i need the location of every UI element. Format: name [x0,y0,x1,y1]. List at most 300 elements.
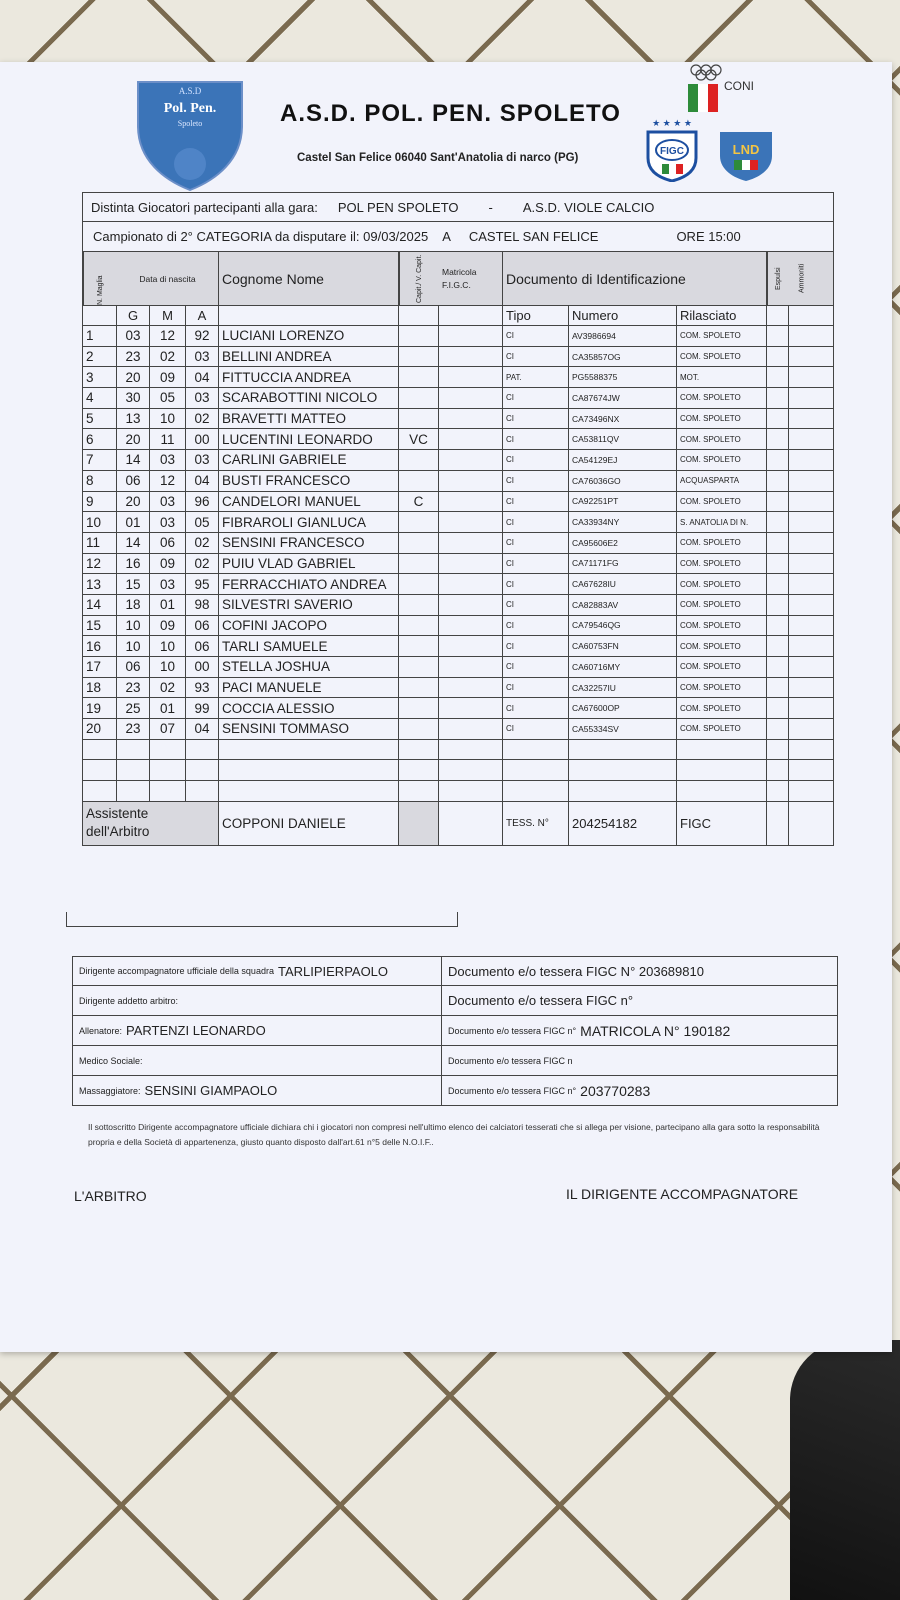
birth-year: 93 [186,678,219,698]
disclaimer-text: Il sottoscritto Dirigente accompagnatore ufficiale dichiara chi i giocatori non compresi nell'ultimo elenco dei calciatori tesserati che si allega per visione, partecipano alla gara sotto la responsabilità propria e della Società di appartenenza, giusto quanto disposto dall'art.61 n°5 delle N.O.I.F.. [88,1122,820,1147]
doc-number: CA60716MY [569,657,677,677]
staff-role [73,986,442,1015]
birth-year [186,740,219,760]
birth-year: 05 [186,512,219,532]
ammoniti-cell [789,512,815,532]
player-number: 12 [83,554,117,574]
birth-day: 14 [117,450,150,470]
player-name: COFINI JACOPO [219,616,399,636]
doc-issuer: COM. SPOLETO [677,595,767,615]
logo-line-2: Pol. Pen. [163,101,217,116]
assistant-name: COPPONI DANIELE [219,802,399,845]
doc-number: CA82883AV [569,595,677,615]
captain-mark [399,367,439,387]
subheader-g: G [117,306,150,325]
doc-number: CA95606E2 [569,533,677,553]
doc-number: CA71171FG [569,554,677,574]
ammoniti-cell [789,678,815,698]
birth-year: 03 [186,388,219,408]
doc-issuer: MOT. [677,367,767,387]
doc-issuer: COM. SPOLETO [677,388,767,408]
birth-year: 96 [186,492,219,512]
subheader-a: A [186,306,219,325]
birth-year: 04 [186,471,219,491]
doc-number: CA55334SV [569,719,677,739]
staff-role [73,1016,442,1045]
player-name: CANDELORI MANUEL [219,492,399,512]
doc-type: PAT. [503,367,569,387]
doc-type: CI [503,698,569,718]
captain-mark [399,781,439,801]
championship-row [82,222,834,252]
staff-role [73,957,442,985]
birth-month: 09 [150,554,186,574]
staff-role-label: Allenatore: [79,1025,123,1036]
player-number [83,781,117,801]
captain-mark [399,326,439,346]
subheader-numero: Numero [569,306,677,325]
ammoniti-cell [789,388,815,408]
staff-document [442,1076,837,1105]
subheader-blank [83,306,117,325]
matricola-cell [439,450,503,470]
player-row [82,326,834,347]
espulsi-cell [767,574,789,594]
birth-day: 30 [117,388,150,408]
ammoniti-cell [789,367,815,387]
player-name [219,781,399,801]
staff-document [442,1046,837,1075]
player-number: 13 [83,574,117,594]
table-underline [66,912,458,927]
player-row [82,450,834,471]
espulsi-cell [767,409,789,429]
doc-number: CA92251PT [569,492,677,512]
matricola-cell [439,678,503,698]
birth-year: 06 [186,636,219,656]
staff-document [442,957,837,985]
player-row [82,781,834,802]
staff-person-name: PARTENZI LEONARDO [126,1023,266,1038]
birth-month: 01 [150,595,186,615]
birth-month [150,760,186,780]
captain-mark [399,471,439,491]
doc-issuer: COM. SPOLETO [677,326,767,346]
birth-year: 92 [186,326,219,346]
ammoniti-cell [789,471,815,491]
player-row [82,492,834,513]
birth-year: 02 [186,409,219,429]
doc-issuer: COM. SPOLETO [677,616,767,636]
match-row [82,192,834,222]
player-name: PUIU VLAD GABRIEL [219,554,399,574]
birth-day [117,781,150,801]
doc-issuer: COM. SPOLETO [677,492,767,512]
player-number: 3 [83,367,117,387]
doc-issuer [677,781,767,801]
matricola-cell [439,367,503,387]
birth-month [150,781,186,801]
birth-day: 23 [117,347,150,367]
doc-number: CA76036GO [569,471,677,491]
staff-document-value: 203770283 [580,1082,651,1099]
staff-role-label: Dirigente addetto arbitro: [79,995,179,1006]
ammoniti-cell [789,409,815,429]
espulsi-cell [767,554,789,574]
header-data-nascita: Data di nascita [117,252,219,305]
matricola-cell [439,781,503,801]
header-row [82,252,834,306]
player-row [82,616,834,637]
club-shield-logo [132,68,248,192]
tess-org: FIGC [677,802,767,845]
ammoniti-cell [789,492,815,512]
doc-issuer: COM. SPOLETO [677,636,767,656]
a-label: A [442,229,451,244]
player-name: STELLA JOSHUA [219,657,399,677]
player-number: 5 [83,409,117,429]
player-name: FIBRAROLI GIANLUCA [219,512,399,532]
doc-issuer: COM. SPOLETO [677,429,767,449]
player-number: 16 [83,636,117,656]
captain-mark [399,740,439,760]
matricola-cell [439,512,503,532]
club-title: A.S.D. POL. PEN. SPOLETO [280,100,621,127]
birth-day: 14 [117,533,150,553]
player-row [82,512,834,533]
player-row [82,347,834,368]
doc-type: CI [503,471,569,491]
ammoniti-cell [789,781,815,801]
matricola-cell [439,492,503,512]
ammoniti-cell [789,450,815,470]
captain-mark [399,574,439,594]
matricola-cell [439,533,503,553]
matricola-cell [439,595,503,615]
birth-day [117,760,150,780]
matricola-cell [439,740,503,760]
captain-mark [399,657,439,677]
doc-type: CI [503,554,569,574]
ammoniti-cell [789,595,815,615]
matricola-cell [439,698,503,718]
birth-year: 02 [186,533,219,553]
player-number: 17 [83,657,117,677]
captain-mark [399,388,439,408]
distinta-label: Distinta Giocatori partecipanti alla gara: [91,199,318,215]
birth-year [186,781,219,801]
svg-text:★ ★ ★ ★: ★ ★ ★ ★ [652,118,692,128]
espulsi-cell [767,740,789,760]
espulsi-cell [767,512,789,532]
player-row [82,388,834,409]
staff-role [73,1076,442,1105]
captain-mark [399,450,439,470]
header-n-maglia: N. Maglia [83,252,117,305]
subheader-m: M [150,306,186,325]
player-row [82,471,834,492]
player-number: 18 [83,678,117,698]
doc-issuer [677,740,767,760]
player-name: PACI MANUELE [219,678,399,698]
staff-document-label: Documento e/o tessera FIGC n° [448,1085,577,1096]
signature-arbitro: L'ARBITRO [74,1188,147,1204]
birth-year: 03 [186,450,219,470]
player-row [82,574,834,595]
birth-day: 13 [117,409,150,429]
captain-mark [399,636,439,656]
staff-row [72,1016,838,1046]
birth-month: 03 [150,512,186,532]
birth-month: 12 [150,471,186,491]
subheader-tipo: Tipo [503,306,569,325]
doc-number [569,781,677,801]
birth-month: 09 [150,367,186,387]
birth-month: 02 [150,678,186,698]
birth-month: 03 [150,450,186,470]
matricola-cell [439,326,503,346]
player-name [219,740,399,760]
doc-type: CI [503,574,569,594]
doc-type: CI [503,636,569,656]
header-cognome-nome: Cognome Nome [219,252,399,305]
espulsi-cell [767,429,789,449]
player-number: 2 [83,347,117,367]
campionato-label: Campionato di 2° CATEGORIA da disputare il: 09/03/2025 [93,229,429,244]
home-team: POL PEN SPOLETO [337,199,459,215]
doc-type: CI [503,616,569,636]
player-number: 9 [83,492,117,512]
captain-mark [399,760,439,780]
birth-month: 12 [150,326,186,346]
espulsi-cell [767,657,789,677]
captain-mark [399,347,439,367]
birth-year [186,760,219,780]
espulsi-cell [767,760,789,780]
assistant-row [82,802,834,846]
doc-type: CI [503,512,569,532]
players-table [82,192,834,846]
player-row [82,740,834,761]
player-row [82,554,834,575]
player-name: CARLINI GABRIELE [219,450,399,470]
logo-line-1: A.S.D [178,86,202,96]
doc-type: CI [503,347,569,367]
player-name: FERRACCHIATO ANDREA [219,574,399,594]
doc-type: CI [503,492,569,512]
doc-number [569,760,677,780]
birth-day: 23 [117,719,150,739]
player-name: FITTUCCIA ANDREA [219,367,399,387]
birth-year: 99 [186,698,219,718]
doc-number: CA33934NY [569,512,677,532]
ammoniti-cell [789,636,815,656]
birth-day: 23 [117,678,150,698]
espulsi-cell [767,781,789,801]
staff-document [442,986,837,1015]
player-number: 8 [83,471,117,491]
doc-number: CA67628IU [569,574,677,594]
espulsi-cell [767,471,789,491]
ammoniti-cell [789,533,815,553]
lnd-label: LND [732,142,760,157]
captain-mark: VC [399,429,439,449]
birth-year: 02 [186,554,219,574]
birth-day: 10 [117,616,150,636]
birth-month: 10 [150,636,186,656]
birth-month: 03 [150,574,186,594]
birth-month: 03 [150,492,186,512]
ammoniti-cell [789,347,815,367]
player-name [219,760,399,780]
signature-dirigente: IL DIRIGENTE ACCOMPAGNATORE [566,1186,799,1202]
tess-label: TESS. N° [503,802,569,845]
player-row [82,698,834,719]
player-rows [82,326,834,802]
birth-month: 02 [150,347,186,367]
player-name: SENSINI TOMMASO [219,719,399,739]
captain-mark [399,554,439,574]
espulsi-cell [767,616,789,636]
espulsi-cell [767,388,789,408]
staff-document [442,1016,837,1045]
player-row [82,657,834,678]
espulsi-cell [767,636,789,656]
lnd-logo [718,128,774,182]
doc-type: CI [503,429,569,449]
doc-type [503,760,569,780]
birth-day: 18 [117,595,150,615]
doc-issuer [677,760,767,780]
tess-number: 204254182 [569,802,677,845]
staff-person-name: SENSINI GIAMPAOLO [144,1083,278,1098]
birth-day: 01 [117,512,150,532]
espulsi-cell [767,450,789,470]
captain-mark: C [399,492,439,512]
espulsi-cell [767,719,789,739]
birth-year: 00 [186,657,219,677]
player-number: 20 [83,719,117,739]
doc-number [569,740,677,760]
player-number: 15 [83,616,117,636]
header-capitano: Capit./ V. Capit. [399,252,439,305]
staff-role [73,1046,442,1075]
birth-month: 10 [150,657,186,677]
espulsi-cell [767,347,789,367]
player-row [82,636,834,657]
ammoniti-cell [789,574,815,594]
doc-issuer: COM. SPOLETO [677,450,767,470]
birth-month: 10 [150,409,186,429]
player-name: SENSINI FRANCESCO [219,533,399,553]
ammoniti-cell [789,698,815,718]
ammoniti-cell [789,429,815,449]
doc-number: CA67600OP [569,698,677,718]
birth-month: 09 [150,616,186,636]
doc-type [503,740,569,760]
doc-type: CI [503,388,569,408]
matricola-cell [439,636,503,656]
doc-issuer: COM. SPOLETO [677,678,767,698]
birth-day: 20 [117,367,150,387]
captain-mark [399,512,439,532]
matricola-cell [439,616,503,636]
birth-month: 06 [150,533,186,553]
player-number: 11 [83,533,117,553]
doc-issuer: COM. SPOLETO [677,698,767,718]
header-espulsi: Espulsi [767,252,789,305]
team-separator: - [488,199,493,215]
ammoniti-cell [789,326,815,346]
birth-year: 04 [186,719,219,739]
captain-mark [399,698,439,718]
player-row [82,429,834,450]
away-team: A.S.D. VIOLE CALCIO [522,199,655,215]
subheader-rilasciato: Rilasciato [677,306,767,325]
matricola-cell [439,554,503,574]
player-number: 10 [83,512,117,532]
coni-logo [686,60,766,114]
captain-mark [399,533,439,553]
subheader-row [82,306,834,326]
staff-document-value: MATRICOLA N° 190182 [580,1022,731,1039]
espulsi-cell [767,595,789,615]
club-address: Castel San Felice 06040 Sant'Anatolia di narco (PG) [297,152,579,164]
ammoniti-cell [789,554,815,574]
staff-role-label: Dirigente accompagnatore ufficiale della squadra [79,966,274,976]
matricola-cell [439,388,503,408]
player-name: BELLINI ANDREA [219,347,399,367]
coni-label: CONI [724,79,754,93]
doc-number: CA60753FN [569,636,677,656]
espulsi-cell [767,678,789,698]
doc-number: CA73496NX [569,409,677,429]
player-number: 14 [83,595,117,615]
ammoniti-cell [789,740,815,760]
birth-month: 01 [150,698,186,718]
ammoniti-cell [789,760,815,780]
matricola-cell [439,719,503,739]
doc-type: CI [503,409,569,429]
birth-month: 07 [150,719,186,739]
player-row [82,367,834,388]
doc-type: CI [503,719,569,739]
doc-number: CA32257IU [569,678,677,698]
matricola-cell [439,471,503,491]
player-row [82,678,834,699]
birth-day: 16 [117,554,150,574]
birth-day: 10 [117,636,150,656]
doc-type: CI [503,326,569,346]
staff-table [72,956,838,1106]
birth-month: 05 [150,388,186,408]
matricola-cell [439,657,503,677]
doc-type: CI [503,657,569,677]
doc-number: CA87674JW [569,388,677,408]
ammoniti-cell [789,719,815,739]
player-number: 4 [83,388,117,408]
doc-issuer: COM. SPOLETO [677,719,767,739]
staff-row [72,1046,838,1076]
figc-logo [640,118,704,182]
birth-day [117,740,150,760]
logo-line-3: Spoleto [177,119,203,128]
staff-document-label: Documento e/o tessera FIGC N° 203689810 [448,963,704,979]
figc-label: FIGC [660,146,684,157]
player-name: SILVESTRI SAVERIO [219,595,399,615]
ammoniti-cell [789,657,815,677]
doc-issuer: COM. SPOLETO [677,554,767,574]
